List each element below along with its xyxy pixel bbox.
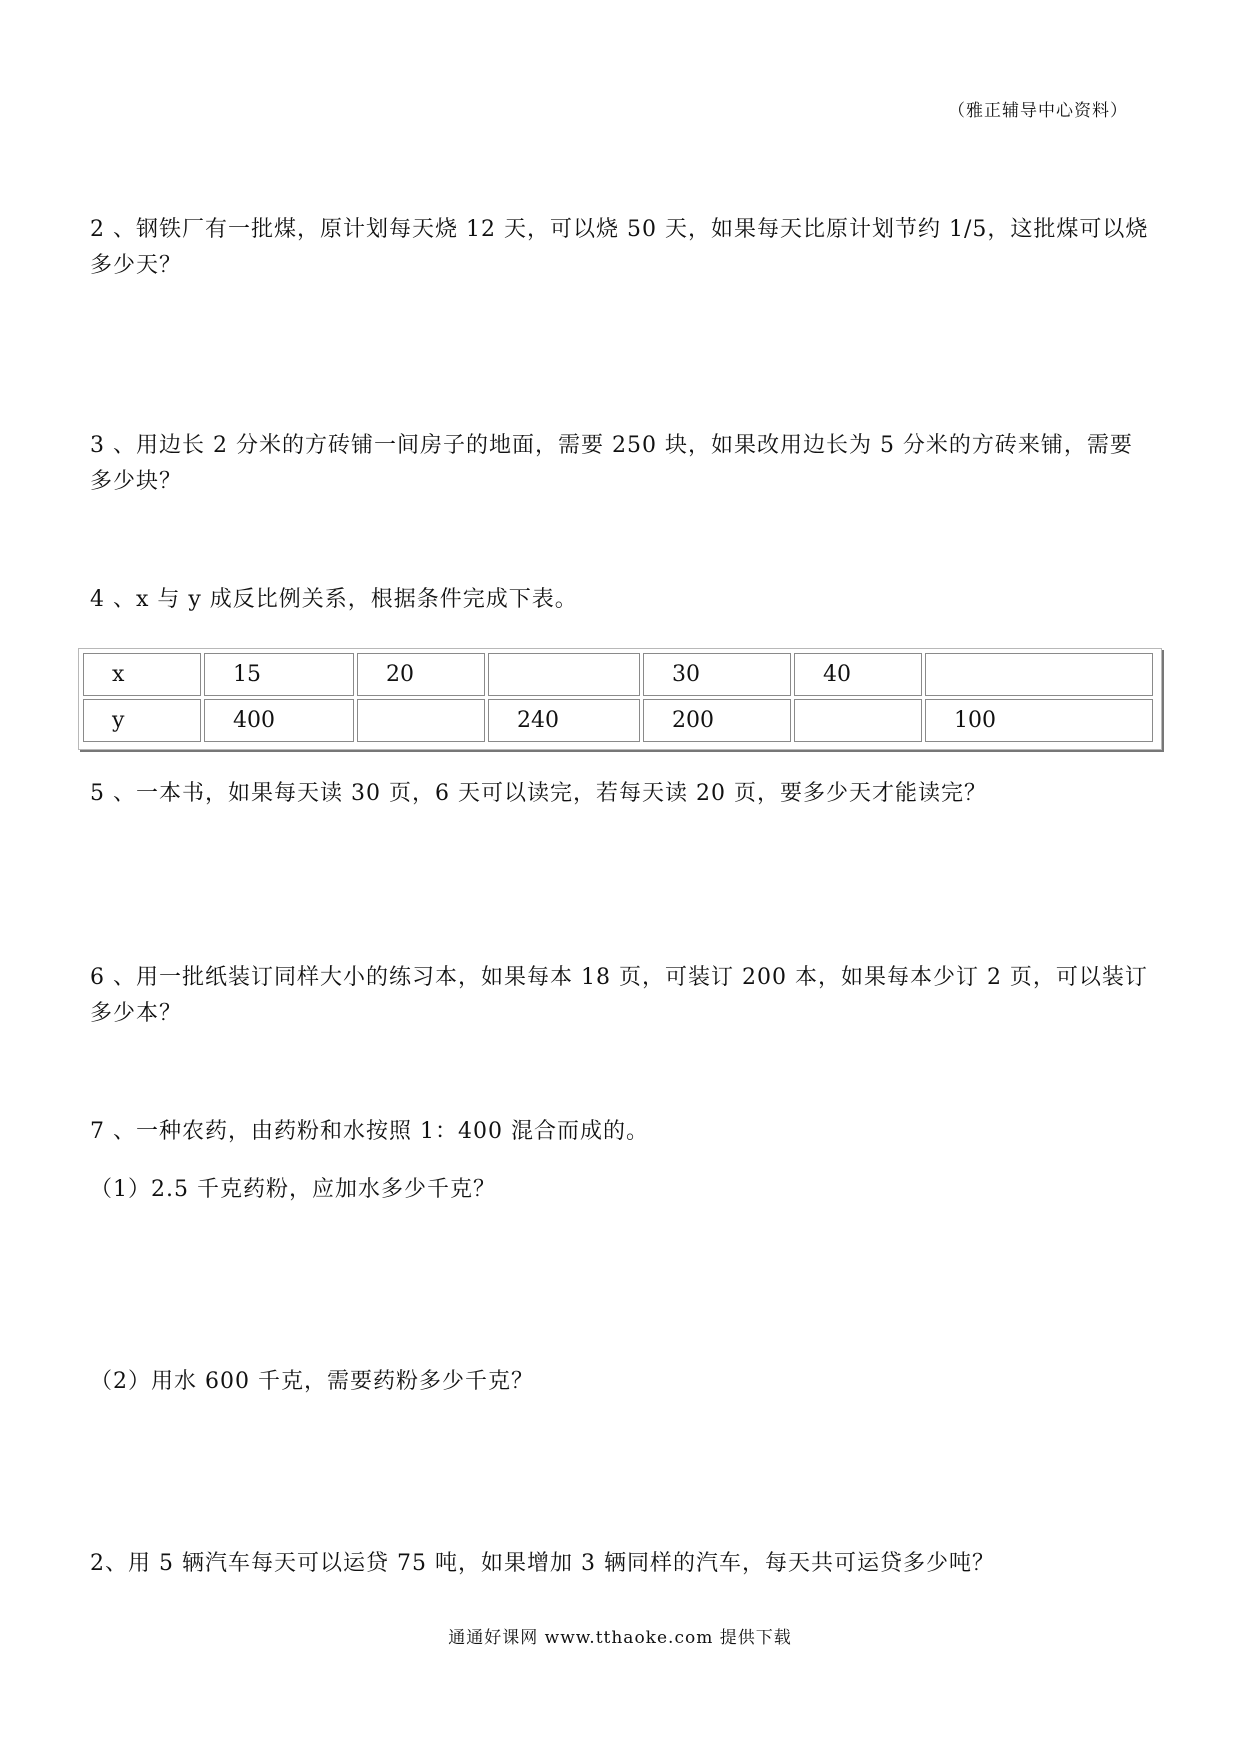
footer-source: 通通好课网 www.tthaoke.com 提供下载 [448,1628,792,1648]
table-cell: 400 [204,699,354,742]
inverse-proportion-table [78,648,1162,750]
question-7: 7 、一种农药，由药粉和水按照 1：400 混合而成的。 [90,1119,649,1144]
table-cell: 30 [643,653,791,696]
table-row-header-x: x [83,653,201,696]
table-cell [794,699,922,742]
question-7-part-1: （1）2.5 千克药粉，应加水多少千克？ [90,1177,496,1202]
question-6: 6 、用一批纸装订同样大小的练习本，如果每本 18 页，可装订 200 本，如果每本少订 2 页，可以装订多少本？ [90,965,1148,1026]
table-cell: 40 [794,653,922,696]
table-row-x [83,653,1153,696]
question-4: 4 、x 与 y 成反比例关系，根据条件完成下表。 [90,587,578,612]
table-cell: 100 [925,699,1153,742]
table-cell [488,653,640,696]
table-cell: 15 [204,653,354,696]
header-note: （雅正辅导中心资料） [948,101,1128,121]
table-cell [357,699,485,742]
table-cell: 240 [488,699,640,742]
table-cell [925,653,1153,696]
question-2: 2 、钢铁厂有一批煤，原计划每天烧 12 天，可以烧 50 天，如果每天比原计划节约 1/5，这批煤可以烧多少天？ [90,217,1149,278]
table-row-header-y: y [83,699,201,742]
question-5: 5 、一本书，如果每天读 30 页，6 天可以读完，若每天读 20 页，要多少天才能读完？ [90,781,987,806]
table-row-y [83,699,1153,742]
table-cell: 200 [643,699,791,742]
question-3: 3 、用边长 2 分米的方砖铺一间房子的地面，需要 250 块，如果改用边长为 5 分米的方砖来铺，需要多少块？ [90,433,1133,494]
question-2b: 2、用 5 辆汽车每天可以运贷 75 吨，如果增加 3 辆同样的汽车，每天共可运贷多少吨？ [90,1551,995,1576]
question-7-part-2: （2）用水 600 千克，需要药粉多少千克？ [90,1369,534,1394]
table-cell: 20 [357,653,485,696]
